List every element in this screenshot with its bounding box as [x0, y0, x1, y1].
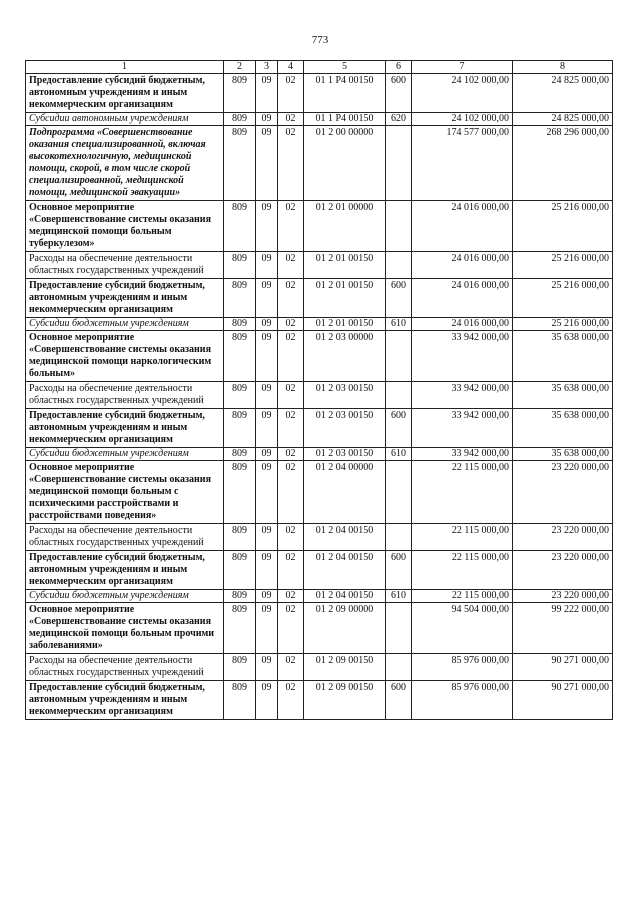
expense-type-cell: 610	[386, 318, 412, 331]
ministry-code-cell: 809	[224, 590, 256, 603]
section-code-cell: 09	[256, 603, 278, 654]
target-article-cell: 01 2 09 00000	[304, 603, 386, 654]
row-name-cell: Предоставление субсидий бюджетным, автономным учреждениям и иным некоммерческим организациям	[26, 409, 224, 448]
amount-year1-cell: 85 976 000,00	[412, 654, 513, 681]
ministry-code-cell: 809	[224, 448, 256, 461]
expense-type-cell	[386, 252, 412, 279]
subsection-code-cell: 02	[278, 382, 304, 409]
ministry-code-cell: 809	[224, 603, 256, 654]
target-article-cell: 01 2 01 00150	[304, 279, 386, 318]
subsection-code-cell: 02	[278, 126, 304, 201]
amount-year2-cell: 25 216 000,00	[513, 201, 613, 252]
row-name-cell: Предоставление субсидий бюджетным, автономным учреждениям и иным некоммерческим организациям	[26, 681, 224, 720]
column-header: 6	[386, 61, 412, 74]
table-row	[26, 252, 613, 279]
table-row	[26, 461, 613, 524]
amount-year2-cell: 25 216 000,00	[513, 252, 613, 279]
target-article-cell: 01 2 03 00150	[304, 409, 386, 448]
amount-year1-cell: 24 102 000,00	[412, 113, 513, 126]
table-body	[26, 74, 613, 720]
subsection-code-cell: 02	[278, 409, 304, 448]
section-code-cell: 09	[256, 551, 278, 590]
amount-year1-cell: 33 942 000,00	[412, 409, 513, 448]
section-code-cell: 09	[256, 448, 278, 461]
table-row	[26, 603, 613, 654]
column-header: 1	[26, 61, 224, 74]
row-name-cell: Расходы на обеспечение деятельности областных государственных учреждений	[26, 524, 224, 551]
table-row	[26, 279, 613, 318]
amount-year1-cell: 174 577 000,00	[412, 126, 513, 201]
amount-year1-cell: 94 504 000,00	[412, 603, 513, 654]
section-code-cell: 09	[256, 382, 278, 409]
amount-year1-cell: 33 942 000,00	[412, 448, 513, 461]
section-code-cell: 09	[256, 201, 278, 252]
amount-year1-cell: 22 115 000,00	[412, 524, 513, 551]
expense-type-cell	[386, 603, 412, 654]
subsection-code-cell: 02	[278, 681, 304, 720]
expense-type-cell	[386, 126, 412, 201]
ministry-code-cell: 809	[224, 654, 256, 681]
subsection-code-cell: 02	[278, 74, 304, 113]
amount-year2-cell: 35 638 000,00	[513, 448, 613, 461]
amount-year1-cell: 22 115 000,00	[412, 551, 513, 590]
target-article-cell: 01 2 04 00150	[304, 551, 386, 590]
row-name-cell: Субсидии бюджетным учреждениям	[26, 590, 224, 603]
row-name-cell: Субсидии бюджетным учреждениям	[26, 448, 224, 461]
table-row	[26, 331, 613, 382]
target-article-cell: 01 2 04 00150	[304, 524, 386, 551]
row-name-cell: Основное мероприятие «Совершенствование системы оказания медицинской помощи больным прочими заболеваниями»	[26, 603, 224, 654]
target-article-cell: 01 1 Р4 00150	[304, 113, 386, 126]
table-row	[26, 654, 613, 681]
table-header-row	[26, 61, 613, 74]
table-row	[26, 524, 613, 551]
target-article-cell: 01 1 Р4 00150	[304, 74, 386, 113]
amount-year1-cell: 24 016 000,00	[412, 201, 513, 252]
row-name-cell: Расходы на обеспечение деятельности областных государственных учреждений	[26, 654, 224, 681]
target-article-cell: 01 2 04 00150	[304, 590, 386, 603]
expense-type-cell	[386, 524, 412, 551]
column-header: 3	[256, 61, 278, 74]
subsection-code-cell: 02	[278, 654, 304, 681]
expense-type-cell: 610	[386, 590, 412, 603]
subsection-code-cell: 02	[278, 279, 304, 318]
table-row	[26, 409, 613, 448]
amount-year1-cell: 24 102 000,00	[412, 74, 513, 113]
section-code-cell: 09	[256, 318, 278, 331]
target-article-cell: 01 2 03 00150	[304, 448, 386, 461]
expense-type-cell	[386, 654, 412, 681]
expense-type-cell: 600	[386, 551, 412, 590]
amount-year2-cell: 23 220 000,00	[513, 461, 613, 524]
row-name-cell: Субсидии бюджетным учреждениям	[26, 318, 224, 331]
amount-year2-cell: 23 220 000,00	[513, 590, 613, 603]
target-article-cell: 01 2 03 00150	[304, 382, 386, 409]
amount-year2-cell: 24 825 000,00	[513, 113, 613, 126]
column-header: 2	[224, 61, 256, 74]
subsection-code-cell: 02	[278, 252, 304, 279]
column-header: 8	[513, 61, 613, 74]
ministry-code-cell: 809	[224, 524, 256, 551]
amount-year2-cell: 23 220 000,00	[513, 551, 613, 590]
ministry-code-cell: 809	[224, 551, 256, 590]
subsection-code-cell: 02	[278, 603, 304, 654]
amount-year2-cell: 23 220 000,00	[513, 524, 613, 551]
subsection-code-cell: 02	[278, 318, 304, 331]
amount-year1-cell: 24 016 000,00	[412, 279, 513, 318]
ministry-code-cell: 809	[224, 331, 256, 382]
expense-type-cell	[386, 461, 412, 524]
page-number: 773	[311, 34, 329, 46]
row-name-cell: Основное мероприятие «Совершенствование системы оказания медицинской помощи больным с психическими расстройствами и расстройствами поведения»	[26, 461, 224, 524]
expense-type-cell	[386, 201, 412, 252]
ministry-code-cell: 809	[224, 382, 256, 409]
budget-table	[25, 60, 613, 720]
section-code-cell: 09	[256, 331, 278, 382]
table-row	[26, 318, 613, 331]
expense-type-cell: 610	[386, 448, 412, 461]
amount-year2-cell: 35 638 000,00	[513, 409, 613, 448]
amount-year1-cell: 22 115 000,00	[412, 590, 513, 603]
amount-year1-cell: 22 115 000,00	[412, 461, 513, 524]
subsection-code-cell: 02	[278, 551, 304, 590]
ministry-code-cell: 809	[224, 113, 256, 126]
subsection-code-cell: 02	[278, 113, 304, 126]
subsection-code-cell: 02	[278, 590, 304, 603]
target-article-cell: 01 2 09 00150	[304, 654, 386, 681]
subsection-code-cell: 02	[278, 461, 304, 524]
target-article-cell: 01 2 00 00000	[304, 126, 386, 201]
section-code-cell: 09	[256, 126, 278, 201]
table-row	[26, 551, 613, 590]
column-header: 5	[304, 61, 386, 74]
column-header: 7	[412, 61, 513, 74]
target-article-cell: 01 2 03 00000	[304, 331, 386, 382]
amount-year1-cell: 33 942 000,00	[412, 382, 513, 409]
amount-year2-cell: 268 296 000,00	[513, 126, 613, 201]
amount-year1-cell: 24 016 000,00	[412, 318, 513, 331]
expense-type-cell: 600	[386, 681, 412, 720]
table-row	[26, 201, 613, 252]
amount-year2-cell: 24 825 000,00	[513, 74, 613, 113]
target-article-cell: 01 2 01 00150	[304, 252, 386, 279]
section-code-cell: 09	[256, 113, 278, 126]
section-code-cell: 09	[256, 654, 278, 681]
amount-year2-cell: 35 638 000,00	[513, 382, 613, 409]
section-code-cell: 09	[256, 681, 278, 720]
section-code-cell: 09	[256, 252, 278, 279]
expense-type-cell: 600	[386, 74, 412, 113]
row-name-cell: Основное мероприятие «Совершенствование системы оказания медицинской помощи больным туберкулезом»	[26, 201, 224, 252]
table-row	[26, 74, 613, 113]
ministry-code-cell: 809	[224, 461, 256, 524]
section-code-cell: 09	[256, 279, 278, 318]
column-header: 4	[278, 61, 304, 74]
table-row	[26, 126, 613, 201]
ministry-code-cell: 809	[224, 681, 256, 720]
ministry-code-cell: 809	[224, 126, 256, 201]
amount-year2-cell: 25 216 000,00	[513, 318, 613, 331]
row-name-cell: Предоставление субсидий бюджетным, автономным учреждениям и иным некоммерческим организациям	[26, 74, 224, 113]
subsection-code-cell: 02	[278, 524, 304, 551]
row-name-cell: Основное мероприятие «Совершенствование системы оказания медицинской помощи наркологическим больным»	[26, 331, 224, 382]
section-code-cell: 09	[256, 461, 278, 524]
amount-year2-cell: 99 222 000,00	[513, 603, 613, 654]
row-name-cell: Предоставление субсидий бюджетным, автономным учреждениям и иным некоммерческим организациям	[26, 551, 224, 590]
table-row	[26, 113, 613, 126]
table-row	[26, 382, 613, 409]
expense-type-cell: 600	[386, 279, 412, 318]
section-code-cell: 09	[256, 74, 278, 113]
target-article-cell: 01 2 04 00000	[304, 461, 386, 524]
subsection-code-cell: 02	[278, 201, 304, 252]
table-row	[26, 448, 613, 461]
expense-type-cell	[386, 331, 412, 382]
amount-year2-cell: 90 271 000,00	[513, 681, 613, 720]
ministry-code-cell: 809	[224, 318, 256, 331]
section-code-cell: 09	[256, 524, 278, 551]
amount-year1-cell: 24 016 000,00	[412, 252, 513, 279]
table-row	[26, 590, 613, 603]
target-article-cell: 01 2 09 00150	[304, 681, 386, 720]
amount-year2-cell: 25 216 000,00	[513, 279, 613, 318]
section-code-cell: 09	[256, 409, 278, 448]
amount-year1-cell: 33 942 000,00	[412, 331, 513, 382]
subsection-code-cell: 02	[278, 331, 304, 382]
target-article-cell: 01 2 01 00150	[304, 318, 386, 331]
expense-type-cell: 620	[386, 113, 412, 126]
subsection-code-cell: 02	[278, 448, 304, 461]
row-name-cell: Расходы на обеспечение деятельности областных государственных учреждений	[26, 382, 224, 409]
ministry-code-cell: 809	[224, 279, 256, 318]
expense-type-cell	[386, 382, 412, 409]
ministry-code-cell: 809	[224, 252, 256, 279]
amount-year1-cell: 85 976 000,00	[412, 681, 513, 720]
row-name-cell: Субсидии автономным учреждениям	[26, 113, 224, 126]
expense-type-cell: 600	[386, 409, 412, 448]
section-code-cell: 09	[256, 590, 278, 603]
amount-year2-cell: 90 271 000,00	[513, 654, 613, 681]
target-article-cell: 01 2 01 00000	[304, 201, 386, 252]
row-name-cell: Предоставление субсидий бюджетным, автономным учреждениям и иным некоммерческим организациям	[26, 279, 224, 318]
ministry-code-cell: 809	[224, 409, 256, 448]
row-name-cell: Подпрограмма «Совершенствование оказания специализированной, включая высокотехнологичную, медицинской помощи, скорой, в том числе скорой специализированной, медицинской помощи, медицинской эвакуации»	[26, 126, 224, 201]
table-row	[26, 681, 613, 720]
amount-year2-cell: 35 638 000,00	[513, 331, 613, 382]
row-name-cell: Расходы на обеспечение деятельности областных государственных учреждений	[26, 252, 224, 279]
ministry-code-cell: 809	[224, 74, 256, 113]
ministry-code-cell: 809	[224, 201, 256, 252]
